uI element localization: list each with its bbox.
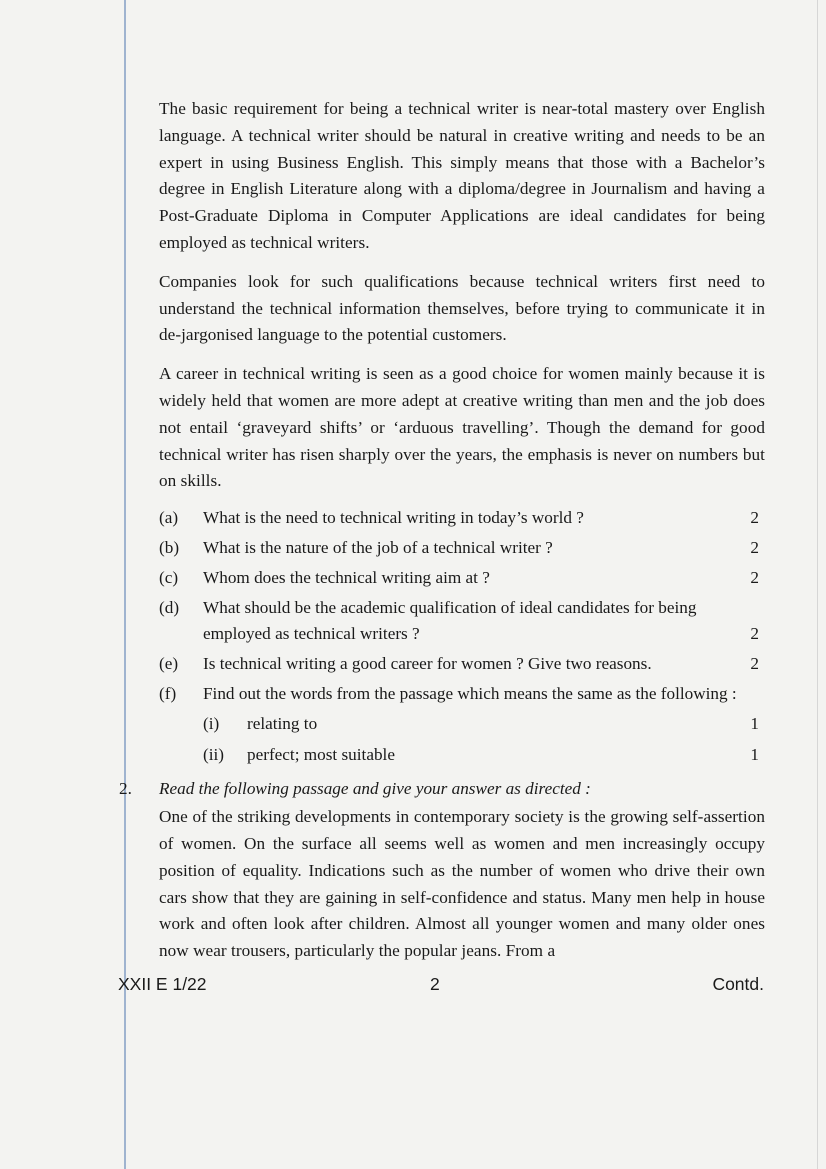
passage-paragraph: Companies look for such qualifications because technical writers first need to understand the technical information themselves, before trying to communicate it in de-jargonised language to the potential customers. bbox=[159, 271, 765, 345]
question-list bbox=[159, 505, 765, 768]
sub-question-marks: 1 bbox=[750, 713, 759, 733]
question-text: What is the nature of the job of a technical writer ? bbox=[203, 537, 553, 557]
question-marks: 2 bbox=[750, 624, 759, 644]
passage-paragraph: A career in technical writing is seen as a good choice for women mainly because it is widely held that women are more adept at creative writing than men and the job does not entail ‘graveyard shifts’ or ‘arduous travelling’. Though the demand for good technical writer has risen sharply over the years, the emphasis is never on numbers but on skills. bbox=[159, 364, 765, 491]
question-text: Is technical writing a good career for women ? Give two reasons. bbox=[203, 654, 652, 674]
page-footer bbox=[118, 974, 764, 1000]
question-label: (a) bbox=[159, 508, 179, 528]
page-number: 2 bbox=[430, 974, 440, 994]
question-marks: 2 bbox=[750, 654, 759, 674]
section-instruction: Read the following passage and give your answer as directed : bbox=[159, 779, 591, 799]
question-item bbox=[159, 505, 765, 532]
question-label: (b) bbox=[159, 537, 180, 557]
sub-question-marks: 1 bbox=[750, 744, 759, 764]
passage-paragraph: One of the striking developments in contemporary society is the growing self-assertion of women. On the surface all seems well as women and men increasingly occupy position of equality. Indications such as the number of women who drive their own cars show that they are gaining in self-confidence and status. Many men help in house work and often look after children. Almost all younger women and many older ones now wear trousers, particularly the popular jeans. From a bbox=[159, 807, 765, 961]
section-2 bbox=[119, 776, 765, 965]
question-marks: 2 bbox=[750, 508, 759, 528]
question-text: Find out the words from the passage which means the same as the following : bbox=[203, 683, 737, 703]
sub-question-item bbox=[159, 742, 765, 769]
question-label: (c) bbox=[159, 567, 179, 587]
question-item bbox=[159, 565, 765, 592]
sub-question-label: (ii) bbox=[203, 744, 224, 764]
question-item bbox=[159, 535, 765, 562]
sub-question-text: perfect; most suitable bbox=[247, 744, 395, 764]
sub-question-text: relating to bbox=[247, 713, 318, 733]
question-text: What should be the academic qualification of ideal candidates for being employed as technical writers ? bbox=[203, 597, 697, 644]
question-label: (f) bbox=[159, 683, 177, 703]
section-number: 2. bbox=[119, 779, 132, 799]
question-label: (d) bbox=[159, 597, 180, 617]
paper-code: XXII E 1/22 bbox=[118, 974, 207, 994]
continued-label: Contd. bbox=[712, 974, 764, 994]
question-text: Whom does the technical writing aim at ? bbox=[203, 567, 490, 587]
page-content bbox=[119, 96, 765, 977]
question-item bbox=[159, 595, 765, 649]
sub-question-item bbox=[159, 711, 765, 738]
page-edge bbox=[817, 0, 818, 1169]
question-item bbox=[159, 681, 765, 708]
sub-question-label: (i) bbox=[203, 713, 220, 733]
question-marks: 2 bbox=[750, 537, 759, 557]
question-label: (e) bbox=[159, 654, 179, 674]
question-marks: 2 bbox=[750, 567, 759, 587]
question-text: What is the need to technical writing in today’s world ? bbox=[203, 508, 584, 528]
question-item bbox=[159, 651, 765, 678]
passage-paragraph: The basic requirement for being a technical writer is near-total mastery over English language. A technical writer should be natural in creative writing and needs to be an expert in using Business English. This simply means that those with a Bachelor’s degree in English Literature along with a diploma/degree in Journalism and having a Post-Graduate Diploma in Computer Applications are ideal candidates for being employed as technical writers. bbox=[159, 99, 765, 252]
